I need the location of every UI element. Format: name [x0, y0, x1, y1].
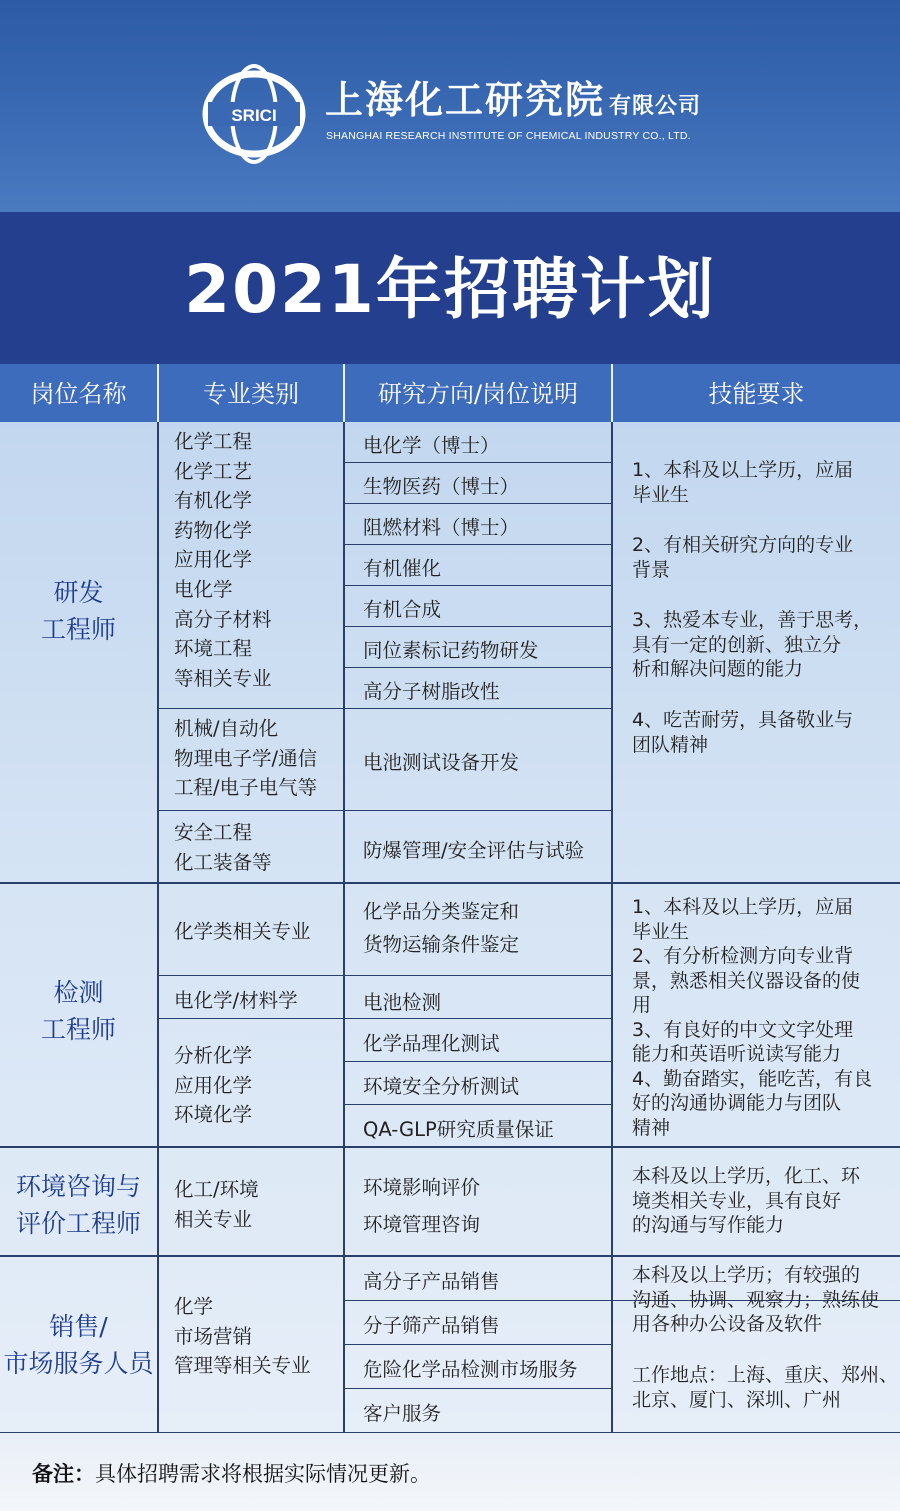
- skill-item: 1、本科及以上学历，应届 毕业生: [632, 459, 854, 506]
- skill-item: 3、热爱本专业，善于思考， 具有一定的创新、独立分 析和解决问题的能力: [632, 609, 873, 680]
- major-cell: 电化学/材料学: [174, 989, 298, 1012]
- role-sales: 销售/ 市场服务人员: [3, 1312, 154, 1378]
- column-header-position: 岗位名称: [30, 380, 127, 408]
- column-header-major: 专业类别: [203, 380, 299, 408]
- direction-cell: 高分子树脂改性: [363, 680, 500, 703]
- direction-cell: 客户服务: [363, 1402, 442, 1425]
- column-divider: [343, 422, 345, 1433]
- row-divider: [343, 1104, 611, 1105]
- direction-cell: 分子筛产品销售: [363, 1314, 500, 1337]
- logo-text: SRICI: [231, 106, 277, 125]
- column-header-direction: 研究方向/岗位说明: [377, 380, 579, 408]
- role-env-consulting-engineer: 环境咨询与 评价工程师: [15, 1172, 141, 1238]
- major-cell: 化学工程 化学工艺 有机化学 药物化学 应用化学 电化学 高分子材料 环境工程 等相关专业: [174, 430, 272, 690]
- direction-cell: 环境影响评价 环境管理咨询: [363, 1176, 481, 1236]
- direction-cell: 化学品分类鉴定和 货物运输条件鉴定: [363, 900, 520, 956]
- direction-cell: 防爆管理/安全评估与试验: [363, 839, 585, 862]
- column-header-skills: 技能要求: [708, 380, 805, 408]
- company-logo: [202, 62, 306, 166]
- column-divider: [611, 422, 613, 1433]
- column-divider: [157, 422, 159, 1433]
- major-cell: 安全工程 化工装备等: [174, 821, 272, 874]
- row-divider: [343, 1388, 611, 1389]
- direction-cell: 危险化学品检测市场服务: [363, 1358, 578, 1381]
- skill-item: 4、吃苦耐劳，具备敬业与 团队精神: [632, 709, 854, 756]
- skill-item: 1、本科及以上学历，应届 毕业生 2、有分析检测方向专业背 景，熟悉相关仪器设备的使 用 3、有良好的中文文字处理 能力和英语听说读写能力 4、勤奋踏实，能吃苦，有良 好的沟通协调能力与团队 精神: [632, 896, 873, 1139]
- company-name-suffix: 有限公司: [609, 93, 702, 119]
- row-divider: [343, 626, 611, 627]
- direction-cell: 环境安全分析测试: [363, 1075, 520, 1098]
- company-name-en: SHANGHAI RESEARCH INSTITUTE OF CHEMICAL INDUSTRY CO., LTD.: [326, 130, 691, 142]
- role-testing-engineer: 检测 工程师: [40, 978, 116, 1044]
- row-divider: [157, 810, 611, 811]
- footnote-text: 具体招聘需求将根据实际情况更新。: [95, 1462, 431, 1486]
- direction-cell: 化学品理化测试: [363, 1032, 500, 1055]
- direction-cell: 阻燃材料（博士）: [363, 516, 520, 539]
- major-cell: 化学类相关专业: [174, 920, 311, 943]
- role-rd-engineer: 研发 工程师: [40, 578, 116, 644]
- row-divider: [157, 708, 611, 709]
- major-cell: 化学 市场营销 管理等相关专业: [174, 1295, 311, 1378]
- row-divider: [343, 1061, 611, 1062]
- major-cell: 机械/自动化 物理电子学/通信 工程/电子电气等: [174, 717, 318, 800]
- direction-cell: 电池测试设备开发: [363, 751, 520, 774]
- major-cell: 分析化学 应用化学 环境化学: [174, 1044, 253, 1127]
- row-divider: [343, 585, 611, 586]
- row-divider: [343, 462, 611, 463]
- direction-cell: 有机合成: [363, 598, 442, 621]
- row-divider: [343, 1344, 611, 1345]
- row-divider: [343, 503, 611, 504]
- page-title: 2021年招聘计划: [184, 251, 716, 328]
- footnote: [32, 1458, 431, 1488]
- company-name-cn: 上海化工研究院 有限公司: [325, 77, 702, 122]
- header: [0, 0, 900, 212]
- row-divider: [343, 544, 611, 545]
- group-divider: [0, 1146, 900, 1148]
- row-divider: [157, 1018, 611, 1019]
- direction-cell: 电化学（博士）: [363, 434, 500, 457]
- major-cell: 化工/环境 相关专业: [174, 1178, 259, 1231]
- title-banner: [0, 212, 900, 364]
- direction-cell: 高分子产品销售: [363, 1270, 500, 1293]
- direction-cell: 生物医药（博士）: [363, 475, 520, 498]
- skill-item: 本科及以上学历，化工、环 境类相关专业，具有良好 的沟通与写作能力: [632, 1165, 861, 1236]
- table-header: [0, 364, 900, 422]
- work-location: 工作地点：上海、重庆、郑州、 北京、厦门、深圳、广州: [632, 1364, 899, 1411]
- group-divider: [0, 882, 900, 884]
- skill-item: 2、有相关研究方向的专业 背景: [632, 534, 854, 581]
- row-divider: [343, 667, 611, 668]
- direction-cell: 电池检测: [363, 991, 442, 1014]
- direction-cell: 同位素标记药物研发: [363, 639, 539, 662]
- group-divider: [0, 1255, 900, 1257]
- direction-cell: QA-GLP研究质量保证: [363, 1118, 554, 1141]
- skill-item: 本科及以上学历；有较强的 沟通、协调、观察力；熟练使 用各种办公设备及软件: [632, 1264, 880, 1335]
- row-divider: [157, 975, 611, 976]
- footnote-label: 备注：: [32, 1462, 95, 1486]
- direction-cell: 有机催化: [363, 557, 442, 580]
